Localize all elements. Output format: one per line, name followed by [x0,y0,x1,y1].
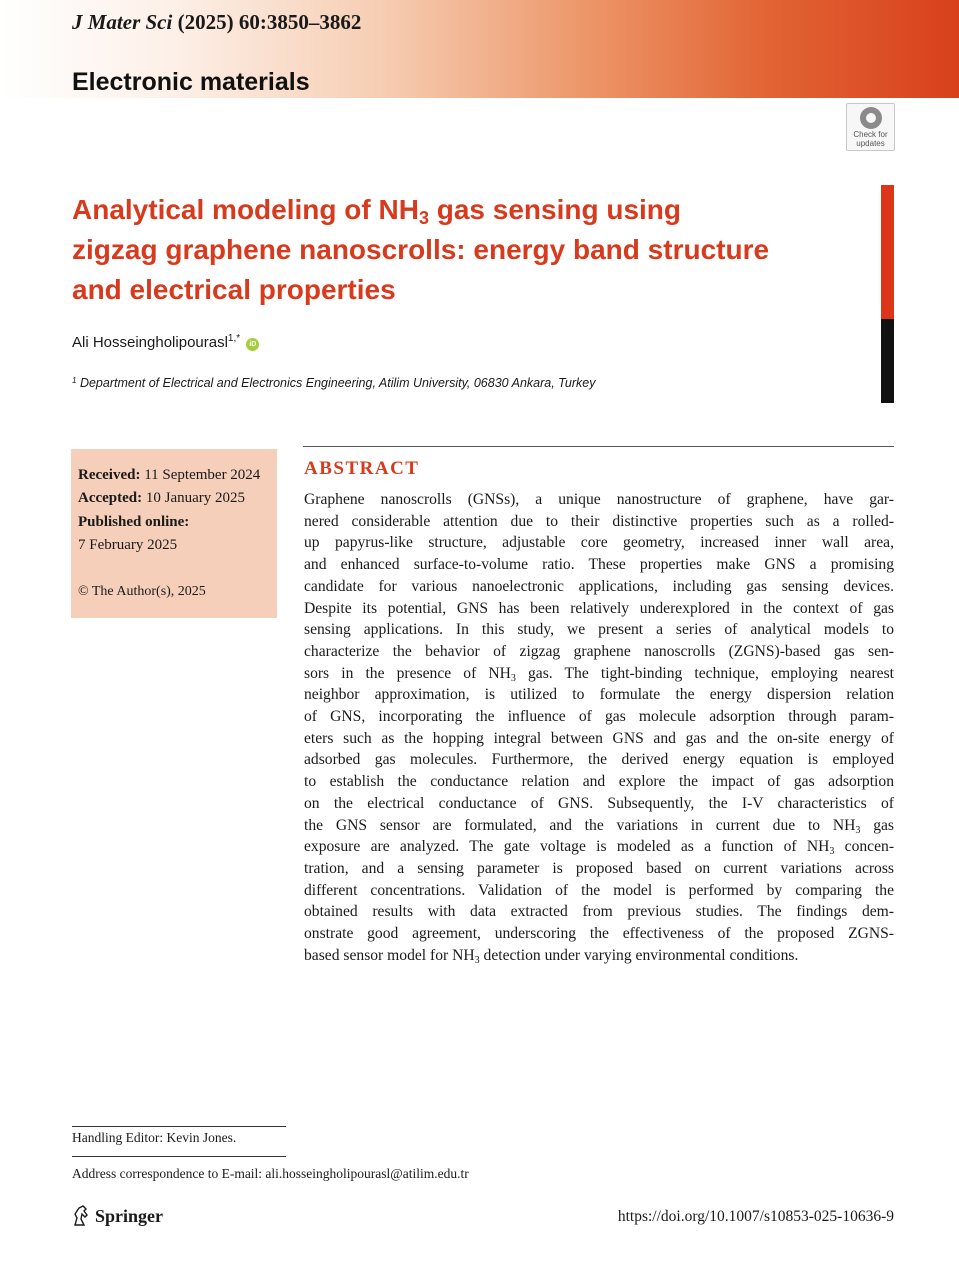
abstract-line: obtained results with data extracted from previous studies. The findings dem- [304,903,894,921]
footnote-rule [72,1126,286,1127]
abstract-line: exposure are analyzed. The gate voltage is modeled as a function of $NH_3$ concen- [304,838,894,858]
affiliation-marker: 1 [72,376,77,385]
abstract-line: sors in the presence of $NH_3$ gas. The tight-binding technique, employing nearest [304,664,894,684]
publisher-logo[interactable] [72,1205,163,1227]
accepted-date: Accepted: 10 January 2025 [78,490,246,507]
section-heading: Electronic materials [72,68,310,96]
abstract-line: and enhanced surface-to-volume ratio. These properties make GNS a promising [304,556,894,574]
abstract-line: Despite its potential, GNS has been relatively underexplored in the context of gas [304,599,894,617]
orcid-icon[interactable]: iD [246,338,259,351]
title-line-1: Analytical modeling of $NH_3$ gas sensing using [72,194,682,228]
abstract-line: onstrate good agreement, underscoring the effectiveness of the proposed ZGNS- [304,925,894,943]
author-line [72,334,259,351]
abstract-line: of GNS, incorporating the influence of gas molecule adsorption through param- [304,708,894,726]
check-updates-icon [860,107,882,129]
author-name[interactable]: Ali Hosseingholipourasl [72,334,228,351]
abstract-line: candidate for various nanoelectronic applications, including gas sensing devices. [304,577,894,595]
footnote-rule [72,1156,286,1157]
title-line-2: zigzag graphene nanoscrolls: energy band structure [72,234,770,265]
copyright-notice: © The Author(s), 2025 [78,584,206,600]
abstract-line: eters such as the hopping integral between GNS and gas and the on-site energy of [304,729,894,747]
article-dates-box [71,449,277,618]
abstract-line: characterize the behavior of zigzag graphene nanoscrolls (ZGNS)-based gas sen- [304,642,894,660]
abstract-line: adsorbed gas molecules. Furthermore, the derived energy equation is employed [304,751,894,769]
journal-name: J Mater Sci [72,10,173,34]
side-accent-bar-black [881,319,894,403]
springer-horse-icon [72,1205,90,1227]
journal-volume: (2025) 60:3850–3862 [177,10,362,34]
author-affiliation-marker: 1,* [227,333,241,344]
handling-editor-note: Handling Editor: Kevin Jones. [72,1130,237,1145]
affiliation [72,376,595,390]
published-date: 7 February 2025 [78,536,178,553]
article-title [72,190,862,310]
side-accent-bar-red [881,185,894,319]
abstract-line: based sensor model for $NH_3$ detection under varying environmental conditions. [304,946,799,966]
received-date: Received: 11 September 2024 [78,467,261,483]
abstract-heading: ABSTRACT [304,458,420,479]
abstract-line: the GNS sensor are formulated, and the variations in current due to $NH_3$ gas [304,816,894,836]
abstract-line: up papyrus-like structure, adjustable core geometry, increased inner wall area, [304,534,894,552]
abstract-line: Graphene nanoscrolls (GNSs), a unique nanostructure of graphene, have gar- [304,491,894,508]
affiliation-text: Department of Electrical and Electronics Engineering, Atilim University, 06830 Ankara, Turkey [79,376,596,390]
abstract-line: on the electrical conductance of GNS. Subsequently, the I-V characteristics of [304,794,894,812]
abstract-line: nered considerable attention due to their distinctive properties such as a rolled- [304,512,894,530]
publisher-name: Springer [95,1205,164,1226]
title-line-3: and electrical properties [72,274,396,305]
journal-citation [72,10,361,35]
abstract-line: sensing applications. In this study, we present a series of analytical models to [304,621,894,639]
check-updates-line1: Check for [853,130,888,139]
abstract-line: tration, and a sensing parameter is proposed based on current variations across [304,859,894,877]
check-for-updates-badge[interactable] [846,103,895,151]
abstract-line: neighbor approximation, is utilized to formulate the energy dispersion relation [304,686,894,704]
correspondence-address[interactable]: Address correspondence to E-mail: ali.hosseingholipourasl@atilim.edu.tr [72,1166,469,1181]
abstract-line: to establish the conductance relation and explore the impact of gas adsorption [304,773,894,791]
abstract-top-rule [303,446,894,447]
abstract-body [304,489,894,966]
abstract-line: different concentrations. Validation of the model is performed by comparing the [304,881,894,899]
doi-link[interactable]: https://doi.org/10.1007/s10853-025-10636-9 [617,1208,894,1225]
check-updates-line2: updates [856,139,885,148]
published-label: Published online: [78,513,190,530]
